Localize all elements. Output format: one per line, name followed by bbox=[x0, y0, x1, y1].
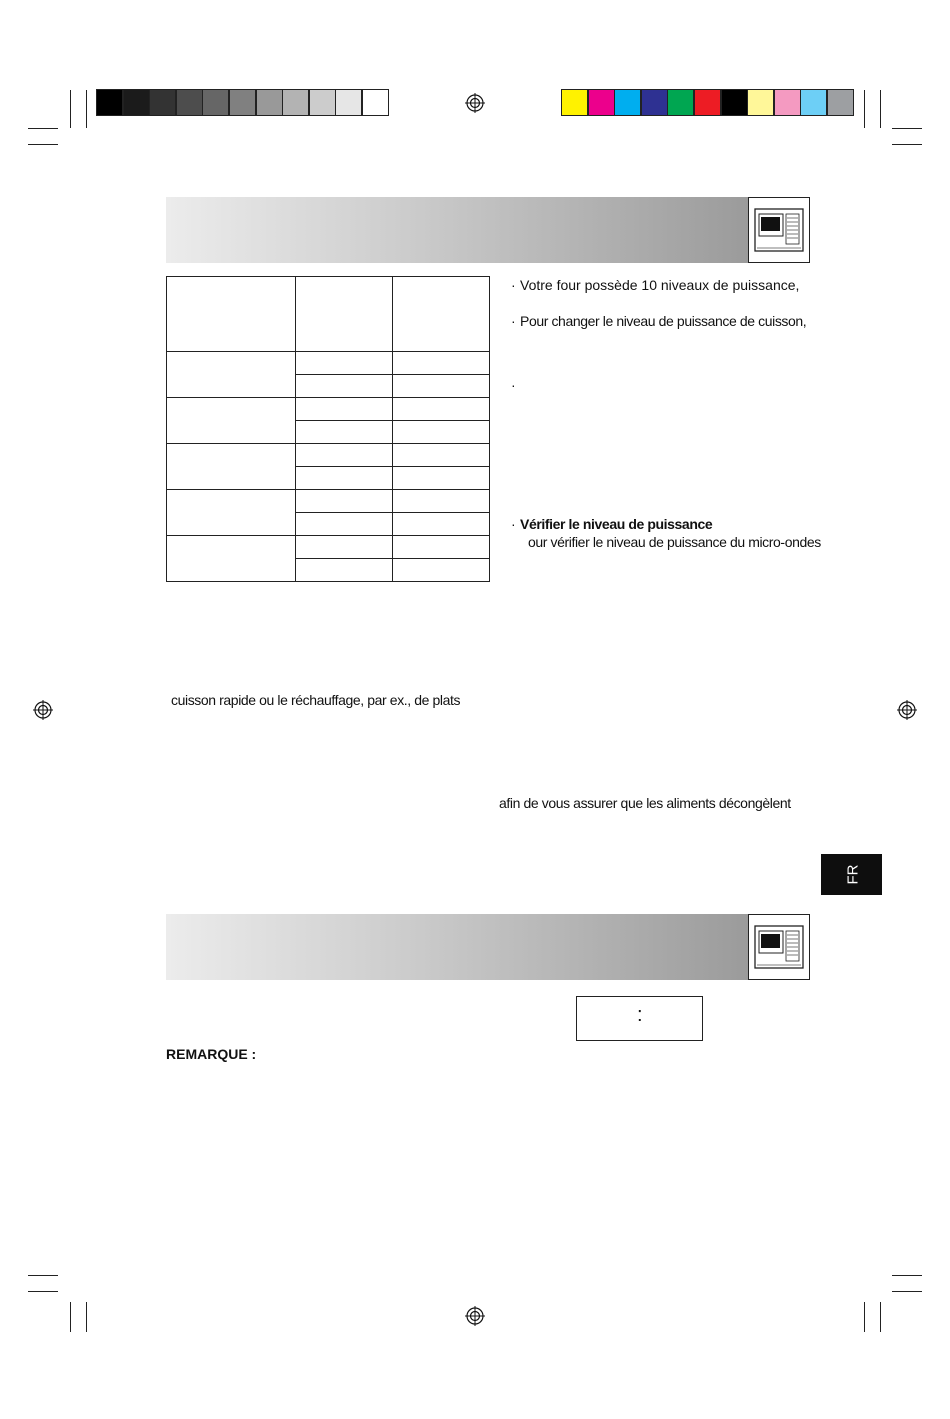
gray-swatch bbox=[123, 89, 150, 116]
table-cell bbox=[296, 444, 393, 467]
crop-mark bbox=[880, 90, 881, 128]
table-cell bbox=[296, 559, 393, 582]
crop-mark bbox=[892, 128, 922, 129]
language-tab bbox=[821, 854, 882, 895]
registration-target-icon bbox=[465, 1306, 485, 1326]
table-cell bbox=[296, 490, 393, 513]
gray-swatch bbox=[362, 89, 389, 116]
table-cell bbox=[296, 421, 393, 444]
table-row bbox=[167, 444, 490, 467]
table-cell bbox=[167, 444, 296, 490]
display-colon: : bbox=[637, 1004, 643, 1026]
crop-mark bbox=[28, 144, 58, 145]
crop-mark bbox=[892, 1291, 922, 1292]
gray-swatch bbox=[282, 89, 309, 116]
crop-mark bbox=[892, 1275, 922, 1276]
color-swatch bbox=[614, 89, 641, 116]
bullet-power-levels: Votre four possède 10 niveaux de puissance, bbox=[520, 277, 800, 293]
display-readout bbox=[576, 996, 703, 1041]
gray-swatch bbox=[149, 89, 176, 116]
table-cell bbox=[393, 559, 490, 582]
table-cell bbox=[393, 467, 490, 490]
table-cell bbox=[393, 536, 490, 559]
body-text-line: cuisson rapide ou le réchauffage, par ex., de plats bbox=[171, 692, 461, 708]
color-swatch bbox=[694, 89, 721, 116]
color-swatch bbox=[827, 89, 854, 116]
check-power-text: our vérifier le niveau de puissance du micro-ondes bbox=[528, 534, 821, 550]
table-cell bbox=[296, 513, 393, 536]
color-swatch bbox=[561, 89, 588, 116]
table-cell bbox=[296, 398, 393, 421]
table-cell bbox=[167, 536, 296, 582]
bullet-marker: · bbox=[511, 313, 516, 329]
table-cell bbox=[393, 513, 490, 536]
color-swatch bbox=[800, 89, 827, 116]
table-cell bbox=[393, 444, 490, 467]
table-cell bbox=[393, 398, 490, 421]
microwave-oven-icon bbox=[749, 915, 809, 979]
language-tab-label: FR bbox=[844, 864, 862, 885]
table-cell bbox=[393, 421, 490, 444]
table-row bbox=[167, 490, 490, 513]
gray-swatch bbox=[256, 89, 283, 116]
color-swatch bbox=[721, 89, 748, 116]
crop-mark bbox=[70, 90, 71, 128]
gray-swatch bbox=[176, 89, 203, 116]
table-cell bbox=[296, 375, 393, 398]
gray-swatch bbox=[229, 89, 256, 116]
bullet-marker: · bbox=[511, 516, 516, 532]
registration-target-icon bbox=[897, 700, 917, 720]
crop-mark bbox=[70, 1302, 71, 1332]
bullet-marker: · bbox=[511, 377, 516, 393]
gray-swatch bbox=[96, 89, 123, 116]
oven-icon-box bbox=[748, 197, 810, 263]
crop-mark bbox=[86, 1302, 87, 1332]
table-cell bbox=[167, 352, 296, 398]
table-cell bbox=[167, 277, 296, 352]
table-cell bbox=[393, 277, 490, 352]
table-cell bbox=[296, 536, 393, 559]
crop-mark bbox=[28, 1291, 58, 1292]
table-row bbox=[167, 536, 490, 559]
crop-mark bbox=[28, 128, 58, 129]
color-swatch bbox=[667, 89, 694, 116]
section-header-band bbox=[166, 197, 748, 263]
gray-swatch bbox=[309, 89, 336, 116]
table-cell bbox=[393, 352, 490, 375]
crop-mark bbox=[86, 90, 87, 128]
table-cell bbox=[393, 490, 490, 513]
crop-mark bbox=[892, 144, 922, 145]
bullet-marker: · bbox=[511, 277, 516, 293]
color-swatch bbox=[747, 89, 774, 116]
crop-mark bbox=[28, 1275, 58, 1276]
table-cell bbox=[167, 398, 296, 444]
table-cell bbox=[296, 277, 393, 352]
gray-swatch bbox=[202, 89, 229, 116]
bullet-change-power: Pour changer le niveau de puissance de cuisson, bbox=[520, 313, 807, 329]
table-cell bbox=[296, 467, 393, 490]
remark-label: REMARQUE : bbox=[166, 1046, 257, 1062]
table-row bbox=[167, 352, 490, 375]
registration-target-icon bbox=[33, 700, 53, 720]
crop-mark bbox=[864, 90, 865, 128]
section-header-band bbox=[166, 914, 748, 980]
check-power-heading: Vérifier le niveau de puissance bbox=[520, 516, 713, 532]
table-cell bbox=[167, 490, 296, 536]
crop-mark bbox=[864, 1302, 865, 1332]
table-row bbox=[167, 398, 490, 421]
color-swatch bbox=[774, 89, 801, 116]
table-header-row bbox=[167, 277, 490, 352]
table-cell bbox=[296, 352, 393, 375]
registration-target-icon bbox=[465, 93, 485, 113]
body-text-line: afin de vous assurer que les aliments décongèlent bbox=[499, 795, 791, 811]
gray-swatch bbox=[335, 89, 362, 116]
table-cell bbox=[393, 375, 490, 398]
oven-icon-box bbox=[748, 914, 810, 980]
microwave-oven-icon bbox=[749, 198, 809, 262]
color-swatch bbox=[588, 89, 615, 116]
power-level-table bbox=[166, 276, 490, 582]
crop-mark bbox=[880, 1302, 881, 1332]
color-swatch bbox=[641, 89, 668, 116]
